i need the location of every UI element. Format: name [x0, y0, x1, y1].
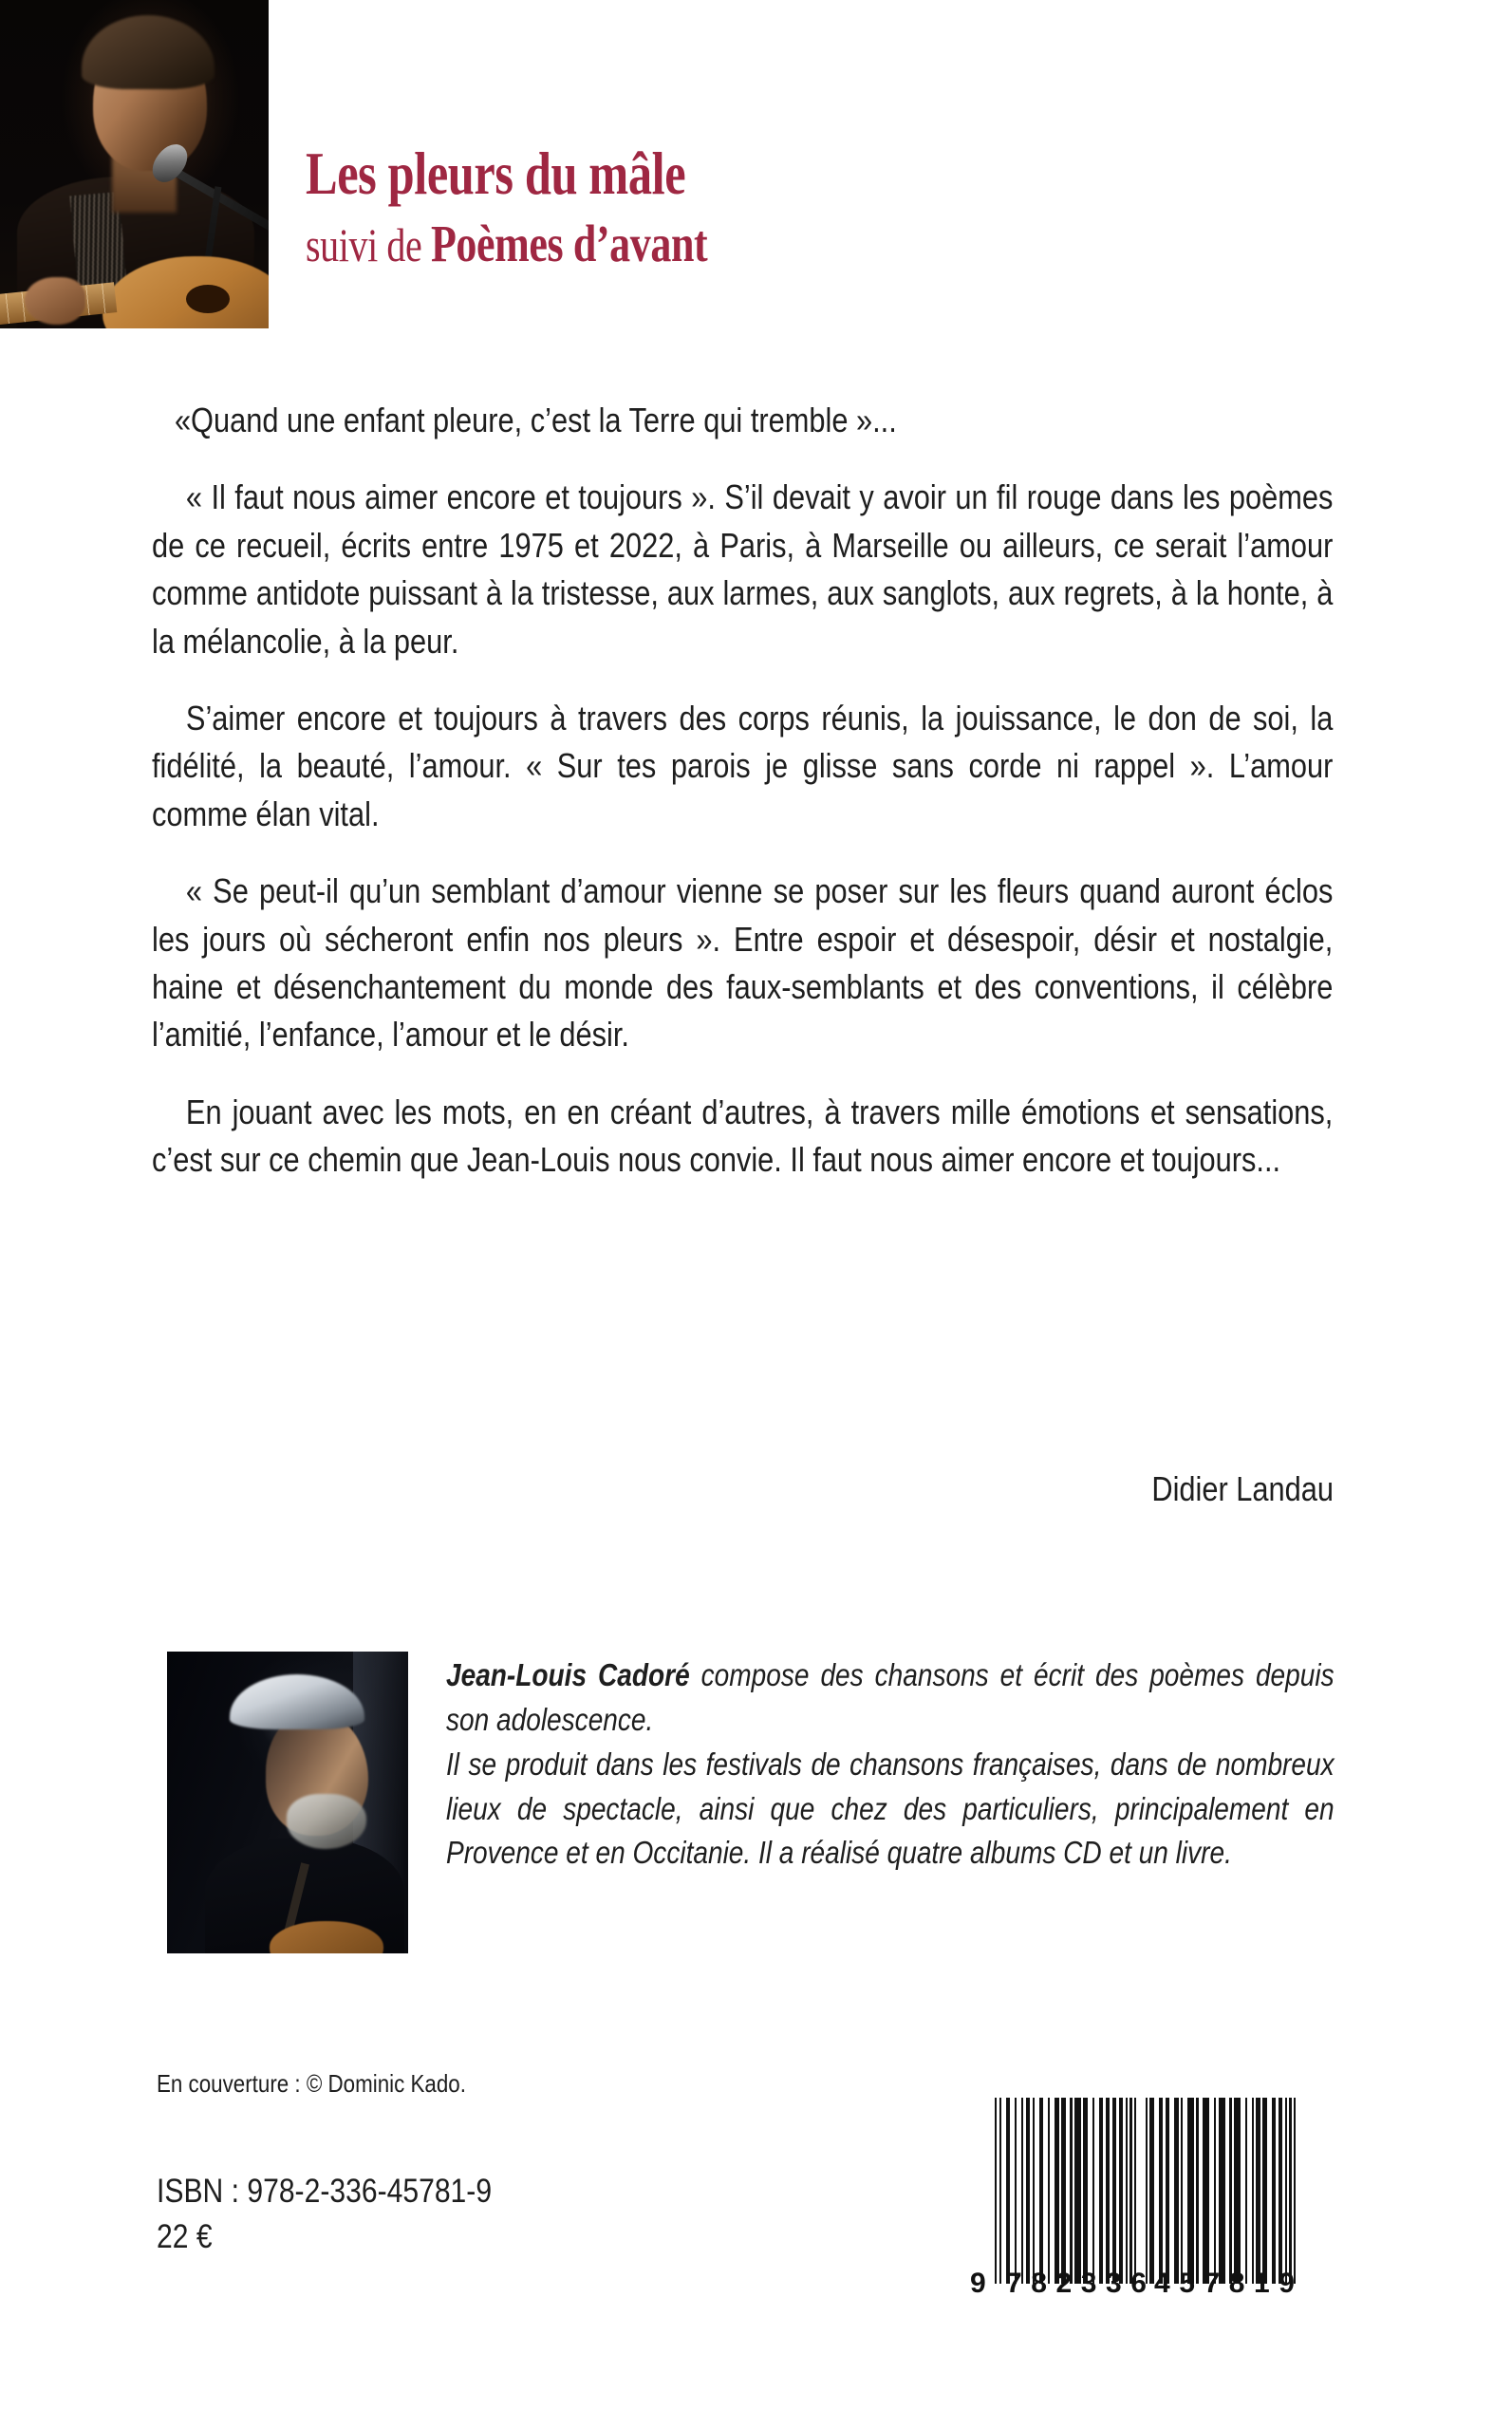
- barcode-lead-digit: 9: [970, 2268, 986, 2299]
- barcode-left-digits: 7 8 2 3 3 6: [1006, 2268, 1147, 2299]
- author-bio-paragraph-1: [446, 1653, 1335, 1743]
- blurb-paragraph: « Se peut-il qu’un semblant d’amour vienne se poser sur les fleurs quand auront éclos les jours où sécheront enfin nos pleurs ». Entre espoir et désespoir, désir et nostalgie, haine et désenchantement du monde des faux-semblants et des conventions, il célèbre l’amitié, l’enfance, l’amour et le désir.: [152, 871, 1334, 1055]
- cover-photo-hand: [25, 277, 85, 325]
- guitar-sound-hole: [186, 285, 230, 313]
- cover-photo: [0, 0, 269, 328]
- author-photo-beard: [287, 1794, 366, 1849]
- blurb-paragraph: En jouant avec les mots, en en créant d’autres, à travers mille émotions et sensations, c’est sur ce chemin que Jean-Louis nous convie. Il faut nous aimer encore et toujours...: [152, 1092, 1334, 1180]
- footer-left-block: [157, 2069, 821, 2256]
- barcode-digits: [970, 2265, 1297, 2303]
- blurb-signature: Didier Landau: [1151, 1469, 1334, 1508]
- blurb-paragraph: S’aimer encore et toujours à travers des corps réunis, la jouissance, le don de soi, la fidélité, la beauté, l’amour. « Sur tes parois je glisse sans corde ni rappel ». L’amour comme élan vital.: [152, 698, 1334, 833]
- author-bio-paragraph-2: Il se produit dans les festivals de chansons françaises, dans de nombreux lieux de spectacle, ainsi que chez des particuliers, principalement en Provence et en Occitanie. Il a réalisé quatre albums CD et un livre.: [446, 1746, 1335, 1871]
- book-title: Les pleurs du mâle: [306, 140, 686, 207]
- author-bio-text: [446, 1652, 1335, 1953]
- author-portrait-photo: [167, 1652, 408, 1953]
- price-line: 22 €: [157, 2218, 213, 2255]
- cover-credit: En couverture : © Dominic Kado.: [157, 2069, 466, 2098]
- subtitle-prefix: suivi de: [306, 218, 431, 271]
- subtitle-work-title: Poèmes d’avant: [430, 215, 708, 272]
- author-name: Jean-Louis Cadoré: [446, 1657, 690, 1692]
- author-bio-section: [167, 1652, 1335, 1953]
- blurb-paragraph: «Quand une enfant pleure, c’est la Terre qui tremble »...: [174, 401, 897, 439]
- ean13-barcode: [970, 2098, 1297, 2316]
- author-bio-sentence-1: compose des chansons et écrit des poèmes depuis son adolescence.: [446, 1657, 1335, 1737]
- barcode-right-digits: 4 5 7 8 1 9: [1154, 2268, 1295, 2299]
- back-cover-blurb: [152, 397, 1334, 1184]
- barcode-bars: [995, 2098, 1297, 2284]
- blurb-paragraph: « Il faut nous aimer encore et toujours ». S’il devait y avoir un fil rouge dans les poèmes de ce recueil, écrits entre 1975 et 2022, à Paris, à Marseille ou ailleurs, ce serait l’amour comme antidote puissant à la tristesse, aux larmes, aux sanglots, aux regrets, à la honte, à la mélancolie, à la peur.: [152, 477, 1334, 661]
- isbn-line: ISBN : 978-2-336-45781-9: [157, 2173, 493, 2210]
- title-block: [306, 140, 1445, 273]
- book-subtitle: [306, 214, 1217, 273]
